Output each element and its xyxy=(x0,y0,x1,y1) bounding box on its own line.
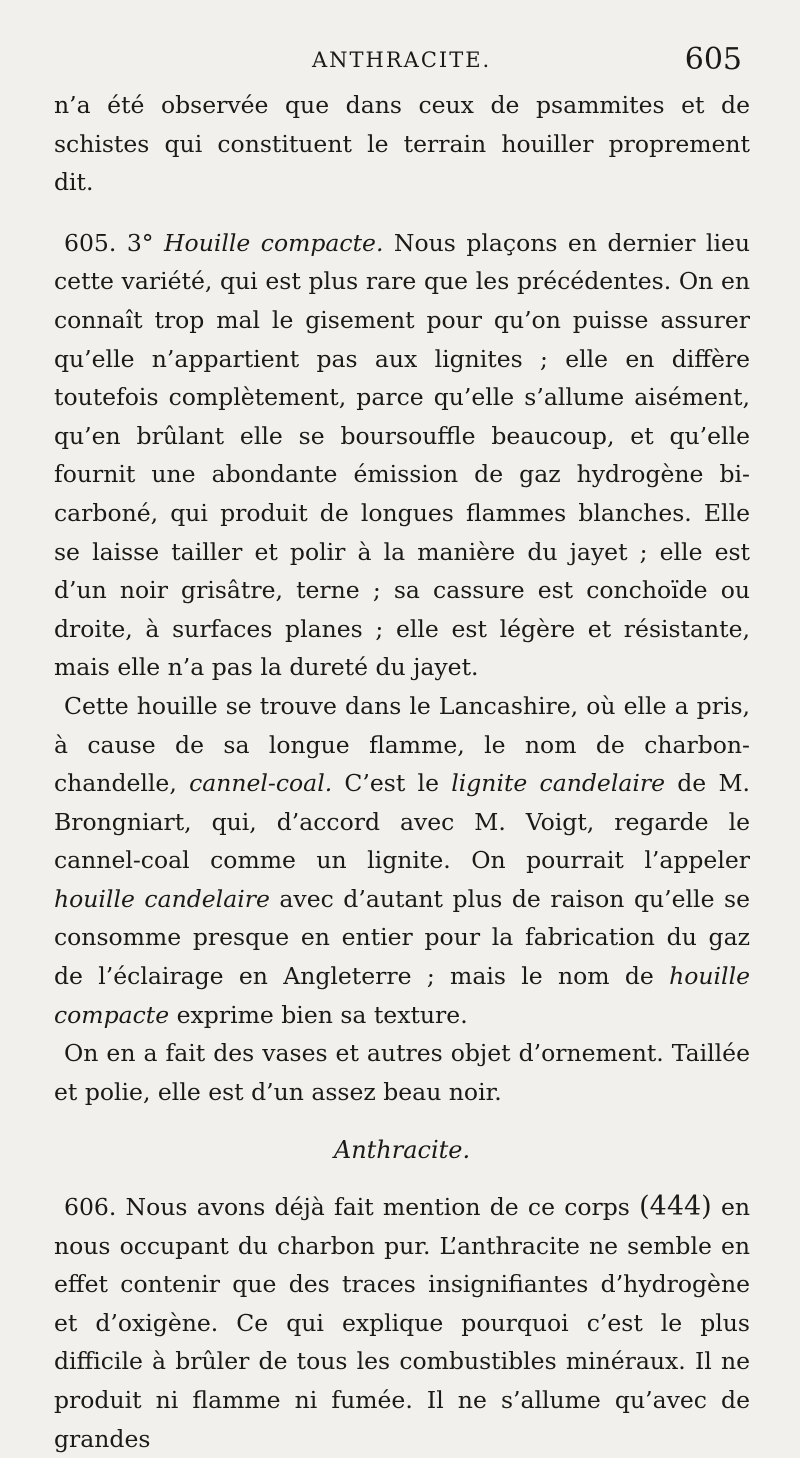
text-segment: 606. Nous avons déjà fait mention de ce corps xyxy=(64,1193,640,1222)
paragraph-606 xyxy=(54,1188,750,1458)
text-segment: Nous plaçons en dernier lieu cette variété, qui est plus rare que les précédentes. On en connaît trop mal le gisement pour qu’on puisse assurer qu’elle n’appartient pas aux lignites ; elle en diffère toutefois complètement, parce qu’elle s’allume aisément, qu’en brûlant elle se boursouffle beaucoup, et qu’elle fournit une abondante émission de gaz hydrogène bi-carboné, qui produit de longues flammes blanches. Elle se laisse tailler et polir à la manière du jayet ; elle est d’un noir grisâtre, terne ; sa cassure est conchoïde ou droite, à surfaces planes ; elle est légère et résistante, mais elle n’a pas la dureté du jayet. xyxy=(54,228,751,682)
italic-term: lignite candelaire xyxy=(451,769,666,798)
italic-term: houille compacte xyxy=(54,962,750,1029)
italic-term: Houille compacte. xyxy=(164,228,384,257)
paragraph-ornaments xyxy=(54,1034,750,1111)
running-head xyxy=(0,42,800,82)
text-segment: 605. 3° xyxy=(64,228,165,257)
text-segment: avec d’autant plus de raison qu’elle se consomme presque en entier pour la fabrication du gaz de l’éclairage en Angleterre ; mais le nom de xyxy=(54,884,750,991)
text-segment: C’est le xyxy=(332,769,452,798)
cross-reference: (444) xyxy=(639,1191,712,1223)
body-text xyxy=(54,86,750,1458)
text-segment: n’a été observée que dans ceux de psammites et de schistes qui constituent le terrain houiller proprement dit. xyxy=(54,91,750,197)
italic-term: cannel-coal. xyxy=(189,769,333,798)
paragraph-cannel-coal xyxy=(54,687,750,1034)
text-segment: en nous occupant du charbon pur. L’anthracite ne semble en effet contenir que des traces insignifiantes d’hydrogène et d’oxigène. Ce qui explique pourquoi c’est le plus difficile à brûler de tous les combustibles minéraux. Il ne produit ni flamme ni fumée. Il ne s’allume qu’avec de grandes xyxy=(54,1193,750,1453)
section-heading: Anthracite. xyxy=(333,1136,471,1165)
text-segment: exprime bien sa texture. xyxy=(169,1000,468,1029)
page-number: 605 xyxy=(684,42,742,77)
italic-term: houille candelaire xyxy=(54,884,270,913)
text-segment: On en a fait des vases et autres objet d’ornement. Taillée et polie, elle est d’un assez beau noir. xyxy=(54,1039,750,1106)
text-segment: de M. Brongniart, qui, d’accord avec M. Voigt, regarde le cannel-coal comme un lignite. On pourrait l’appeler xyxy=(54,769,750,875)
running-head-title: ANTHRACITE. xyxy=(312,48,492,72)
paragraph-continuation xyxy=(54,86,750,202)
paragraph-605 xyxy=(54,224,750,687)
text-segment: Cette houille se trouve dans le Lancashire, où elle a pris, à cause de sa longue flamme, le nom de charbon-chandelle, xyxy=(54,691,750,798)
